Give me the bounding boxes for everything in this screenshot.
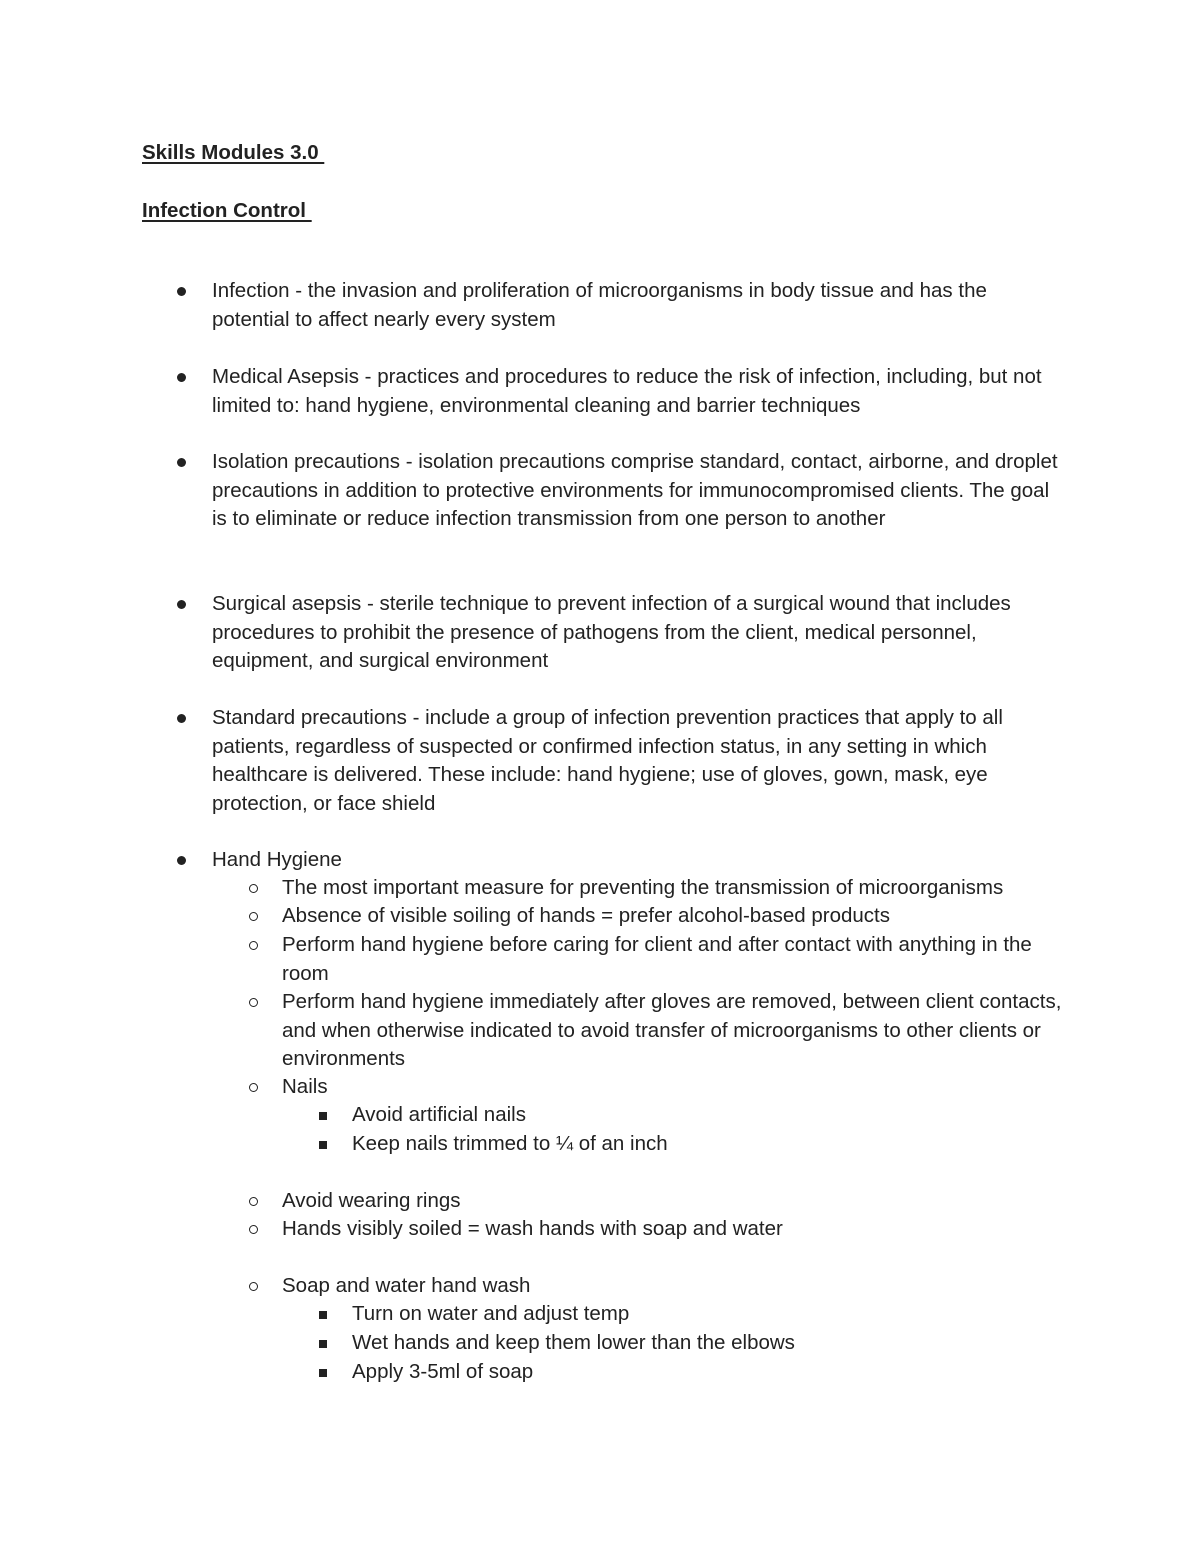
bullet-dot-icon [177,856,186,865]
sub-list-item-text: Perform hand hygiene immediately after gloves are removed, between client contacts, and when otherwise indicated to avoid transfer of microorganisms to other clients or environments [282,990,1062,1070]
bullet-square-icon [319,1112,327,1120]
nested-list-item [352,1329,1052,1358]
list-item-text: Infection - the invasion and proliferation of microorganisms in body tissue and has the potential to affect nearly every system [212,279,987,331]
sub-list-item [282,902,1072,931]
sub-list-item-text: Soap and water hand wash [282,1274,531,1297]
list-item [212,448,1062,534]
list-item [212,277,1062,334]
list-item-text: Surgical asepsis - sterile technique to prevent infection of a surgical wound that includes procedures to prohibit the presence of pathogens from the client, medical personnel, equipment, and surgical environment [212,592,1011,672]
list-item-text: Standard precautions - include a group of infection prevention practices that apply to all patients, regardless of suspected or confirmed infection status, in any setting in which healthcare is delivered. These include: hand hygiene; use of gloves, gown, mask, eye protection, or face shield [212,706,1003,815]
list-item-text: Medical Asepsis - practices and procedures to reduce the risk of infection, including, but not limited to: hand hygiene, environmental cleaning and barrier techniques [212,365,1042,417]
list-item [212,704,1062,818]
nested-list-item-text: Apply 3-5ml of soap [352,1360,534,1383]
list-item-text: Isolation precautions - isolation precautions comprise standard, contact, airborne, and droplet precautions in addition to protective environments for immunocompromised clients. The goal is to eliminate or reduce infection transmission from one person to another [212,450,1058,530]
bullet-circle-icon [249,998,258,1007]
sub-list-item-text: Perform hand hygiene before caring for client and after contact with anything in the room [282,933,1032,985]
sub-list-item-text: The most important measure for preventing the transmission of microorganisms [282,876,1004,899]
nested-list-item-text: Avoid artificial nails [352,1103,526,1126]
sub-list-item-text: Hands visibly soiled = wash hands with soap and water [282,1217,783,1240]
sub-list-item [282,931,1072,988]
section-heading: Infection Control [142,199,312,222]
list-item [212,590,1062,676]
bullet-circle-icon [249,1225,258,1234]
sub-list-item-text: Nails [282,1075,328,1098]
nested-list-item [352,1101,1052,1130]
nested-list-item-text: Keep nails trimmed to ¼ of an inch [352,1132,668,1155]
list-item [212,363,1062,420]
nested-list-item-text: Turn on water and adjust temp [352,1302,630,1325]
nested-list-item [352,1300,1052,1329]
sub-list-item [282,988,1072,1074]
sub-list-item-text: Avoid wearing rings [282,1189,461,1212]
bullet-dot-icon [177,714,186,723]
bullet-circle-icon [249,1197,258,1206]
bullet-dot-icon [177,287,186,296]
sub-list-item [282,1187,1072,1216]
bullet-square-icon [319,1141,327,1149]
nested-list-item [352,1130,1052,1159]
sub-list-item-text: Absence of visible soiling of hands = prefer alcohol-based products [282,904,890,927]
bullet-circle-icon [249,912,258,921]
bullet-circle-icon [249,1282,258,1291]
bullet-square-icon [319,1340,327,1348]
sub-list-item-soap-wash [282,1272,1072,1301]
document-title: Skills Modules 3.0 [142,141,325,164]
bullet-circle-icon [249,884,258,893]
bullet-dot-icon [177,373,186,382]
nested-list-item [352,1358,1052,1387]
sub-list-item [282,874,1072,903]
bullet-square-icon [319,1311,327,1319]
bullet-dot-icon [177,600,186,609]
list-item-hand-hygiene [212,846,1062,875]
nested-list-item-text: Wet hands and keep them lower than the elbows [352,1331,795,1354]
list-item-text: Hand Hygiene [212,848,342,871]
bullet-circle-icon [249,1083,258,1092]
sub-list-item [282,1215,1072,1244]
sub-list-item-nails [282,1073,1072,1102]
bullet-dot-icon [177,458,186,467]
bullet-square-icon [319,1369,327,1377]
bullet-circle-icon [249,941,258,950]
